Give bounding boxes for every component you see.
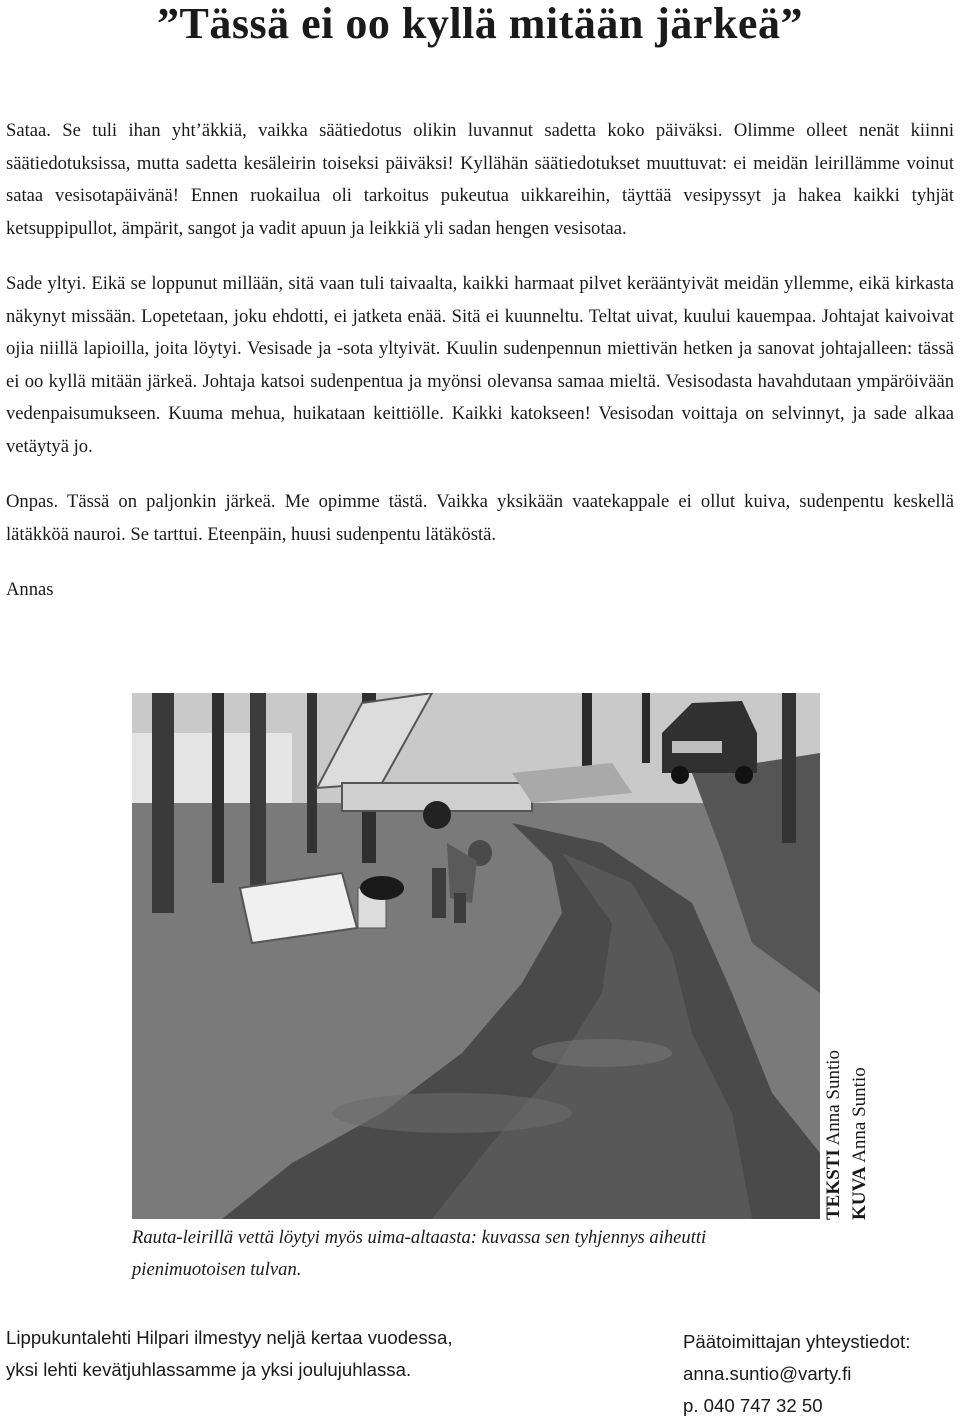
article-body (6, 115, 954, 607)
contact-email[interactable]: anna.suntio@varty.fi (683, 1363, 852, 1384)
text-credit-label: TEKSTI (823, 1149, 844, 1220)
contact-phone: p. 040 747 32 50 (683, 1395, 823, 1416)
editor-contact (683, 1326, 953, 1422)
photo-credit (848, 1067, 872, 1220)
contact-heading: Päätoimittajan yhteystiedot: (683, 1331, 911, 1352)
article-photo (132, 693, 820, 1219)
article-paragraph: Onpas. Tässä on paljonkin järkeä. Me opimme tästä. Vaikka yksikään vaatekappale ei ollut kuiva, sudenpentu keskellä lätäkköä nauroi. Se tarttui. Eteenpäin, huusi sudenpentu lätäköstä. (6, 491, 954, 545)
text-credit-name: Anna Suntio (823, 1050, 844, 1146)
publication-info: Lippukuntalehti Hilpari ilmestyy neljä kertaa vuodessa, yksi lehti kevätjuhlassamme ja yksi joulujuhlassa. (6, 1327, 453, 1380)
photo-caption: Rauta-leirillä vettä löytyi myös uima-altaasta: kuvassa sen tyhjennys aiheutti pienimuotoisen tulvan. (132, 1227, 707, 1280)
article-paragraph: Sataa. Se tuli ihan yht’äkkiä, vaikka säätiedotus olikin luvannut sadetta koko päiväksi. Olimme olleet nenät kiinni säätiedotuksissa, mutta sadetta kesäleirin toiseksi päiväksi! Kyllähän säätiedotukset muuttuvat: ei meidän leirillämme voinut sataa vesisotapäivänä! Ennen ruokailua oli tarkoitus pukeutua uikkareihin, täyttää vesipyssyt ja hakea kaikki tyhjät ketsuppipullot, ämpärit, sangot ja vadit apuun ja leikkiä yli sadan hengen vesisotaa. (6, 120, 954, 239)
photo-credit-label: KUVA (849, 1166, 870, 1220)
photo-credit-name: Anna Suntio (849, 1067, 870, 1163)
article-paragraph: Sade yltyi. Eikä se loppunut millään, sitä vaan tuli taivaalta, kaikki harmaat pilvet kerääntyivät meidän yllemme, eikä kirkasta näkynyt missään. Lopetetaan, joku ehdotti, ei jatketa enää. Sitä ei kuunneltu. Teltat uivat, kuului kauempaa. Johtajat kaivoivat ojia niillä lapioilla, joita löytyi. Vesisade ja -sota yltyivät. Kuulin sudenpennun miettivän hetken ja sanovat johtajalleen: tässä ei oo kyllä mitään järkeä. Johtaja katsoi sudenpentua ja myönsi olevansa samaa mieltä. Vesisodasta havahdutaan ympäröivään vedenpaisumukseen. Kuuma mehua, huikataan keittiölle. Kaikki katokseen! Vesisodan voittaja on selvinnyt, ja sade alkaa vetäytyä jo. (6, 273, 954, 457)
article-signature: Annas (6, 579, 54, 600)
article-title: ”Tässä ei oo kyllä mitään järkeä” (157, 0, 803, 48)
text-credit (822, 1050, 846, 1220)
